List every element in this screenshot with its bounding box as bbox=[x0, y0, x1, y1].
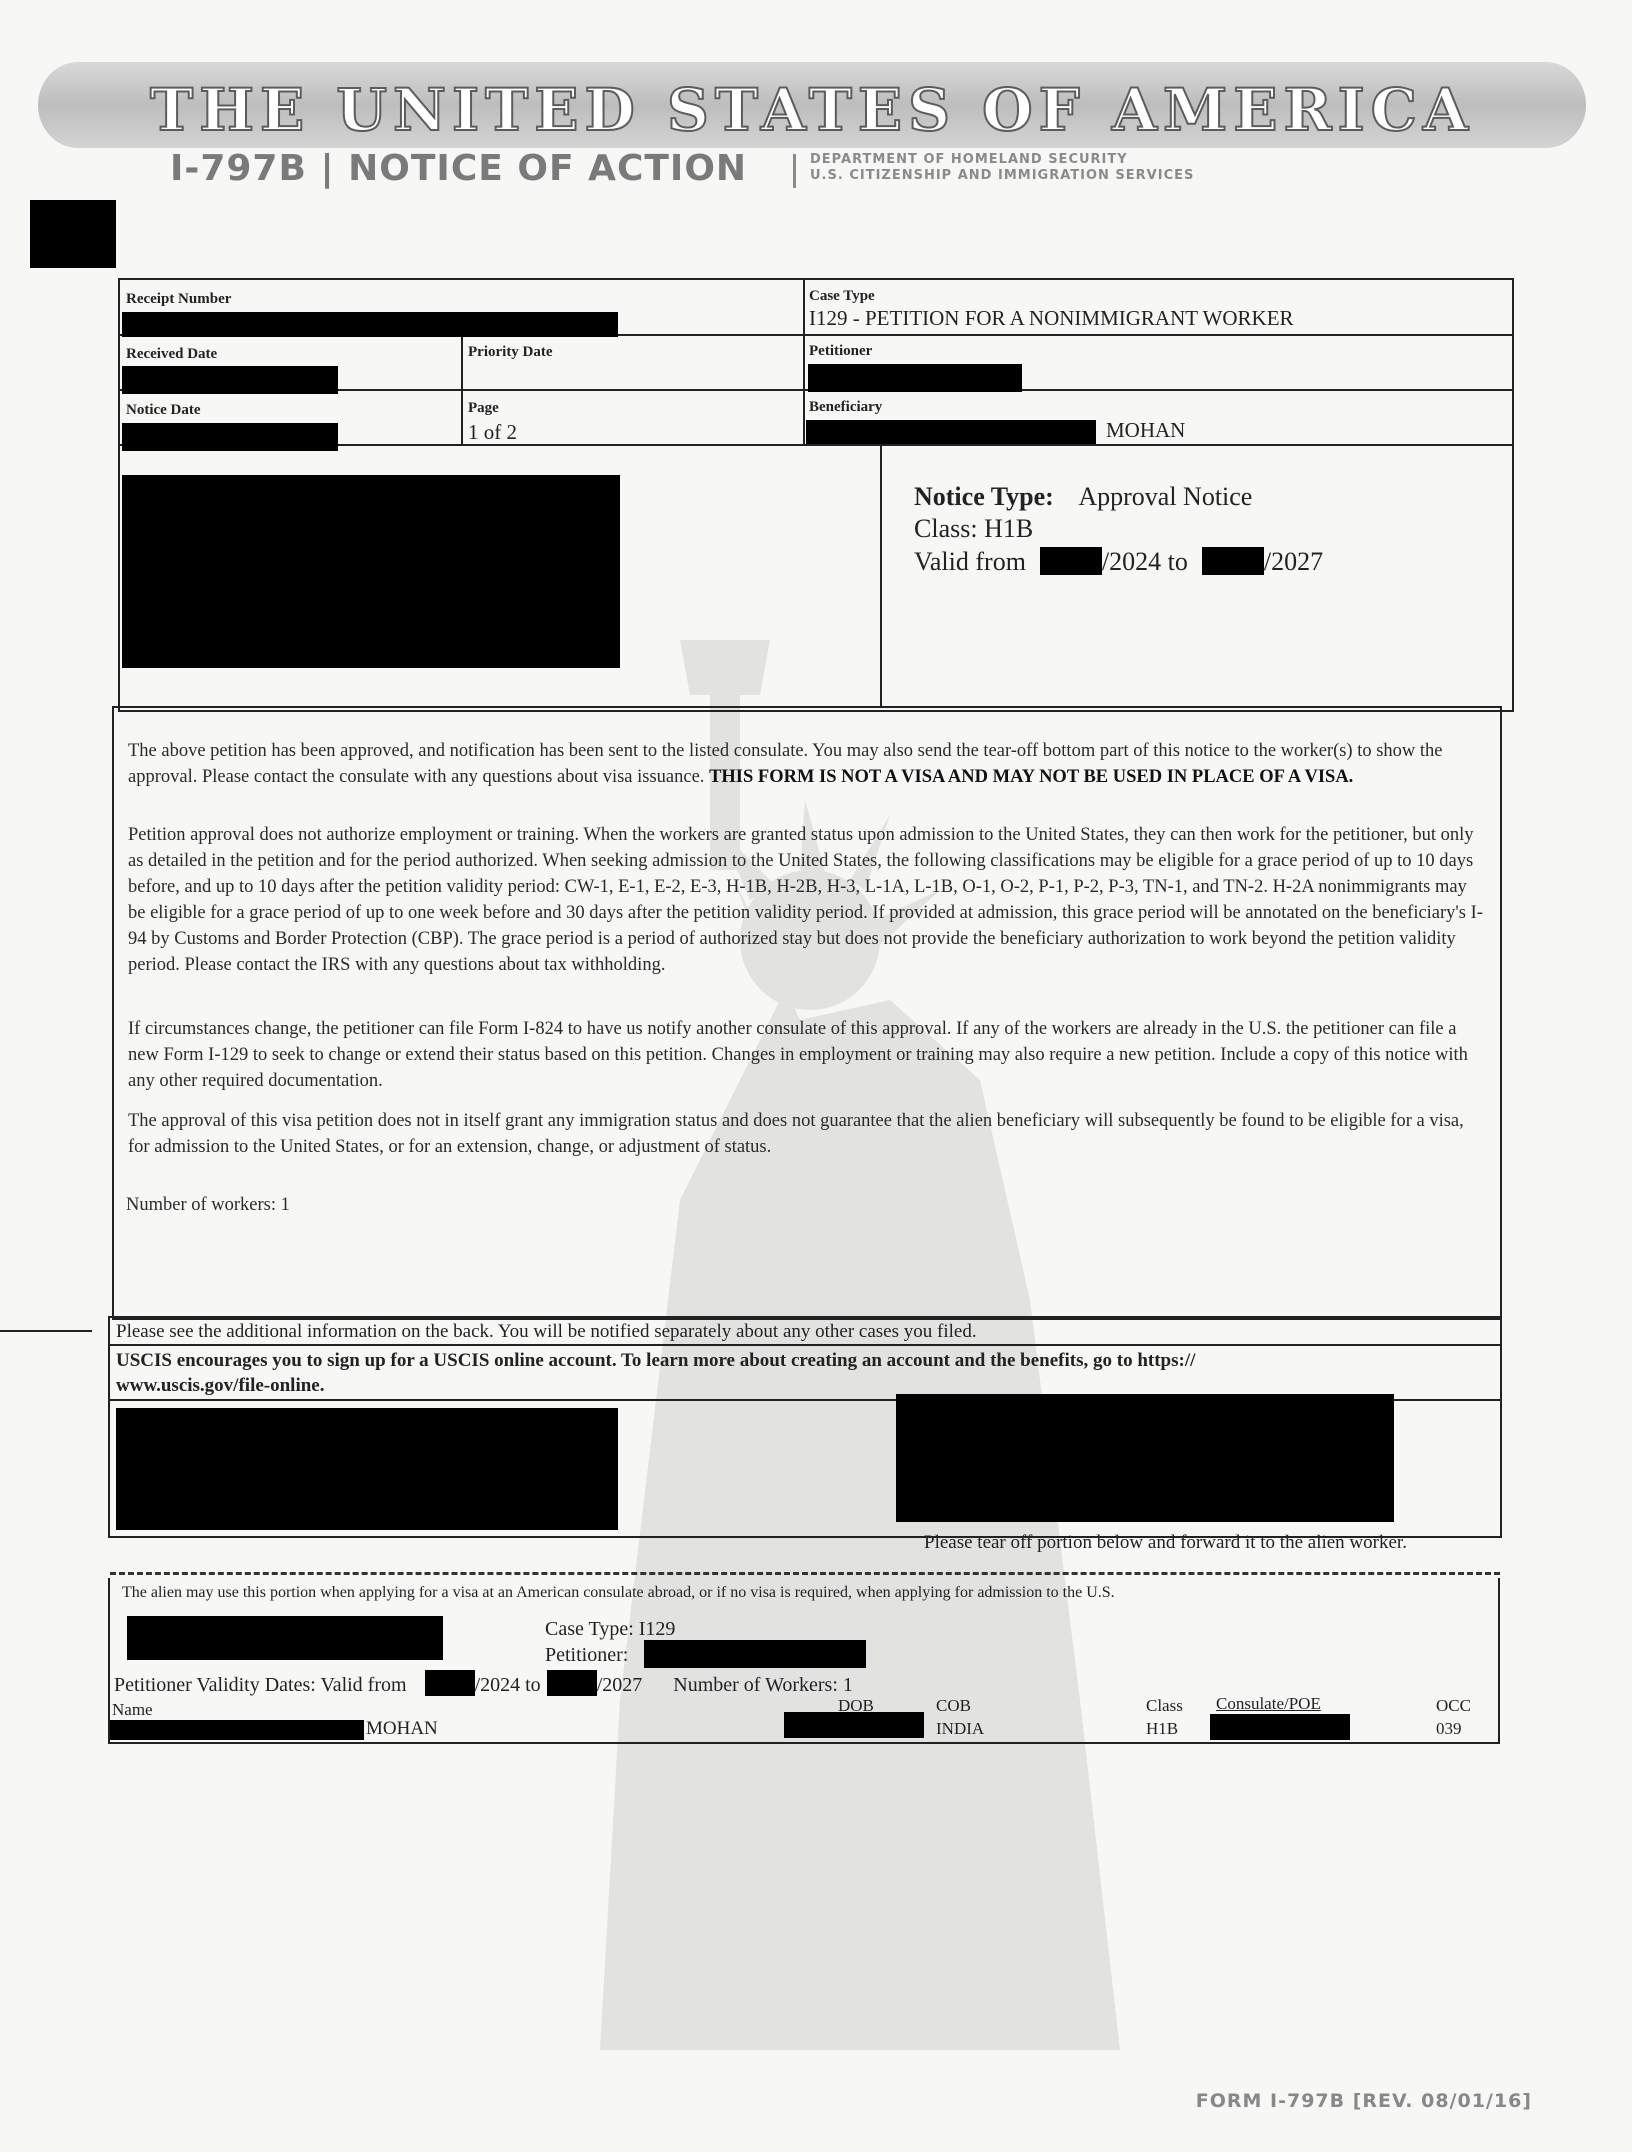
redacted-petitioner bbox=[808, 364, 1022, 392]
redacted-received-date bbox=[122, 366, 338, 394]
form-title: I-797B | NOTICE OF ACTION bbox=[170, 148, 748, 189]
valid-end: /2027 bbox=[1263, 547, 1324, 576]
redacted-petitioner-tear bbox=[644, 1640, 866, 1668]
tear-consulate-label: Consulate/POE bbox=[1216, 1694, 1321, 1713]
redacted-tear-start bbox=[425, 1670, 475, 1696]
receipt-number-label: Receipt Number bbox=[126, 291, 232, 307]
tear-occ-label: OCC bbox=[1436, 1696, 1471, 1715]
paragraph-approval-warning: THIS FORM IS NOT A VISA AND MAY NOT BE USED IN PLACE OF A VISA. bbox=[709, 767, 1354, 787]
tear-class-label: Class bbox=[1146, 1696, 1183, 1715]
petitioner-label: Petitioner bbox=[809, 343, 873, 359]
department-name bbox=[810, 152, 1194, 184]
priority-date-label: Priority Date bbox=[468, 344, 553, 360]
uscis-online-account-notice bbox=[116, 1348, 1195, 1398]
received-date-label: Received Date bbox=[126, 346, 218, 362]
redacted-corner-mark bbox=[30, 200, 116, 268]
redacted-address-right bbox=[896, 1394, 1394, 1522]
redacted-receipt-tear bbox=[127, 1616, 443, 1660]
redacted-address-left bbox=[116, 1408, 618, 1530]
tear-case-type: Case Type: I129 bbox=[545, 1618, 676, 1640]
tear-cob-value: INDIA bbox=[936, 1719, 985, 1738]
paragraph-approval bbox=[128, 738, 1488, 790]
case-type-value: I129 - PETITION FOR A NONIMMIGRANT WORKER bbox=[809, 306, 1294, 330]
redacted-notice-date bbox=[122, 423, 338, 451]
redacted-tear-end bbox=[547, 1670, 597, 1696]
uscis-line-1: USCIS encourages you to sign up for a USCIS online account. To learn more about creating an account and the benefits, go to https:// bbox=[116, 1350, 1196, 1371]
tear-dob-label: DOB bbox=[838, 1696, 874, 1715]
column-divider bbox=[803, 278, 805, 446]
redacted-beneficiary-name bbox=[806, 420, 1096, 444]
notice-type bbox=[914, 482, 1252, 512]
tear-validity-prefix: Petitioner Validity Dates: Valid from bbox=[114, 1674, 407, 1696]
beneficiary-label: Beneficiary bbox=[809, 399, 883, 415]
valid-mid: /2024 to bbox=[1101, 547, 1188, 576]
notice-type-label: Notice Type: bbox=[914, 482, 1054, 511]
additional-info-text: Please see the additional information on the back. You will be notified separately about any other cases you filed. bbox=[116, 1321, 977, 1342]
tear-cob-label: COB bbox=[936, 1696, 971, 1715]
beneficiary-value: MOHAN bbox=[1106, 418, 1186, 442]
redacted-address-block bbox=[122, 475, 620, 668]
notice-body-box bbox=[112, 706, 1502, 1320]
redacted-start-date bbox=[1040, 547, 1102, 575]
redacted-consulate bbox=[1210, 1714, 1350, 1740]
header-divider bbox=[793, 154, 796, 188]
paragraph-approval-text: The above petition has been approved, and notification has been sent to the listed consulate. You may also send the tear-off bottom part of this notice to the worker(s) to show the approval. Please contact the consulate with any questions about visa issuance. bbox=[128, 741, 1443, 787]
redacted-receipt-number bbox=[122, 312, 618, 337]
page-label: Page bbox=[468, 400, 499, 416]
redacted-end-date bbox=[1202, 547, 1264, 575]
tear-petitioner: Petitioner: bbox=[545, 1644, 629, 1666]
redacted-tear-name bbox=[110, 1720, 364, 1740]
column-divider bbox=[880, 444, 882, 708]
tear-off-line bbox=[110, 1572, 1500, 1575]
row-divider bbox=[108, 1344, 1500, 1346]
form-revision: FORM I-797B [REV. 08/01/16] bbox=[1195, 2090, 1532, 2112]
notice-date-label: Notice Date bbox=[126, 402, 201, 418]
tear-off-intro: The alien may use this portion when applying for a visa at an American consulate abroad, or if no visa is required, when applying for admission to the U.S. bbox=[122, 1584, 1115, 1601]
notice-type-value: Approval Notice bbox=[1078, 482, 1253, 511]
tear-name-label: Name bbox=[112, 1700, 153, 1719]
paragraph-employment: Petition approval does not authorize employment or training. When the workers are granted status upon admission to the United States, they can then work for the petitioner, but only as detailed in the petition and for the period authorized. When seeking admission to the United States, the following classifications may be eligible for a grace period of up to 10 days before, and up to 10 days after the petition validity period: CW-1, E-1, E-2, E-3, H-1B, H-2B, H-3, L-1A, L-1B, O-1, O-2, P-1, P-2, P-3, TN-1, and TN-2. H-2A nonimmigrants may be eligible for a grace period of up to one week before and 30 days after the petition validity period. If provided at admission, this grace period will be annotated on the beneficiary's I-94 by Customs and Border Protection (CBP). The grace period is a period of authorized stay but does not provide the beneficiary authorization to work beyond the petition validity period. Please contact the IRS with any questions about tax withholding. bbox=[128, 825, 1483, 975]
tear-workers: Number of Workers: 1 bbox=[673, 1674, 853, 1696]
case-type-label: Case Type bbox=[809, 288, 875, 304]
page-value: 1 of 2 bbox=[468, 420, 517, 444]
tear-validity-mid: /2024 to bbox=[474, 1674, 541, 1696]
department-line-1: DEPARTMENT OF HOMELAND SECURITY bbox=[810, 152, 1128, 167]
tear-name-value: MOHAN bbox=[366, 1718, 438, 1739]
uscis-online-link: www.uscis.gov/file-online. bbox=[116, 1375, 325, 1396]
margin-mark bbox=[0, 1330, 92, 1332]
tear-occ-value: 039 bbox=[1436, 1719, 1462, 1738]
tear-class-value: H1B bbox=[1146, 1719, 1179, 1738]
class-line: Class: H1B bbox=[914, 514, 1034, 543]
header-banner bbox=[38, 62, 1586, 148]
tear-validity bbox=[114, 1670, 853, 1697]
department-line-2: U.S. CITIZENSHIP AND IMMIGRATION SERVICES bbox=[810, 168, 1195, 183]
tear-off-instruction: Please tear off portion below and forward it to the alien worker. bbox=[924, 1532, 1407, 1553]
paragraph-circumstances: If circumstances change, the petitioner can file Form I-824 to have us notify another consulate of this approval. If any of the workers are already in the U.S. the petitioner can file a new Form I-129 to seek to change or extend their status based on this petition. Changes in employment or training may also require a new petition. Include a copy of this notice with any other required documentation. bbox=[128, 1019, 1468, 1091]
tear-validity-end: /2027 bbox=[596, 1674, 643, 1696]
paragraph-disclaimer: The approval of this visa petition does not in itself grant any immigration status and does not guarantee that the alien beneficiary will subsequently be found to be eligible for a visa, for admission to the United States, or for an extension, change, or adjustment of status. bbox=[128, 1111, 1464, 1157]
column-divider bbox=[461, 334, 463, 446]
banner-title: THE UNITED STATES OF AMERICA bbox=[150, 76, 1474, 144]
valid-dates bbox=[914, 547, 1323, 577]
valid-prefix: Valid from bbox=[914, 547, 1026, 576]
number-of-workers: Number of workers: 1 bbox=[126, 1195, 290, 1215]
